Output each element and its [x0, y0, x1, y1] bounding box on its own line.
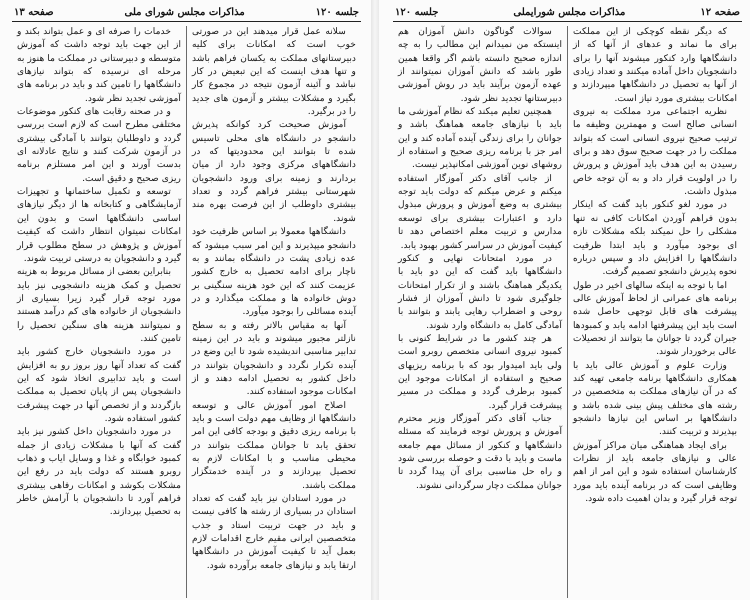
right-page-columns: [393, 25, 742, 599]
right-header-page-number: صفحه ۱۲: [700, 7, 740, 18]
paragraph: در مورد دانشجویان داخل کشور نیز باید گفت که آنها با مشکلات زیادی از جمله کمبود خوابگاه و غذا و وسایل ایاب و ذهاب روبرو هستند که دولت باید در رفع این مشکلات بکوشد و امکانات رفاهی بیشتری فراهم آورد تا دانشجویان با آرامش خاطر به تحصیل بپردازند.: [17, 426, 181, 518]
paragraph: وزارت علوم و آموزش عالی باید با همکاری دانشگاهها برنامه جامعی تهیه کند که در آن نیازهای مملکت به متخصصین در رشته های مختلف پیش بینی شده باشد و دانشگاهها بر اساس این نیازها دانشجو بپذیرند و تربیت کنند.: [573, 359, 737, 438]
right-header-title: مذاکرات مجلس شورایملی: [513, 7, 626, 18]
paragraph: خدمات را صرفه ای و عمل بتواند بکند و از این جهت باید توجه داشت که آموزش متوسطه و دبیرستانی در مملکت ما هنوز به مرحله ای نرسیده که بتواند نیازهای دانشگاهها را تامین کند و باید در برنامه های آموزشی تجدید نظر شود.: [17, 26, 181, 104]
column-divider: [186, 26, 187, 598]
paragraph: سوالات گوناگون دانش آموزان هم اینستکه من نمیدانم این مطالب را به چه اندازه صحیح دانسته باشم اگر واقعا همین طور باشد که دانش آموزان نمیتوانند از عهده آزمون برآیند باید در روش آموزشی دبیرستانها تجدید نظر شود.: [398, 26, 562, 104]
paragraph: آنها به مقیاس بالاتر رفته و به سطح نازلتر مجبور میشوند و باید در این زمینه تدابیر مناسبی اندیشیده شود تا این وضع در آینده تکرار نگردد و دانشجویان بتوانند در داخل کشور به تحصیل ادامه دهند و از امکانات موجود استفاده کنند.: [192, 319, 356, 398]
left-page-column-left: [12, 25, 186, 599]
left-header-session: جلسه ۱۲۰: [315, 7, 359, 18]
left-page: [0, 0, 371, 600]
paragraph: اما با توجه به اینکه سالهای اخیر در طول برنامه های عمرانی از لحاظ آموزش عالی پیشرفت های قابل توجهی حاصل شده است باید این پیشرفتها ادامه یابد و کمبودها جبران گردد تا جوانان ما بتوانند از تحصیلات عالی برخوردار شوند.: [573, 279, 737, 358]
paragraph: در مورد امتحانات نهایی و کنکور دانشگاهها باید گفت که این دو باید با یکدیگر هماهنگ باشند و از تکرار امتحانات جلوگیری شود تا دانش آموزان از فشار روحی و اضطراب رهایی یابند و بتوانند با آمادگی کامل به دانشگاه وارد شوند.: [398, 252, 562, 331]
paragraph: در مورد دانشجویان خارج کشور باید گفت که تعداد آنها روز بروز رو به افزایش است و باید تدابیری اتخاذ شود که این دانشجویان پس از پایان تحصیل به مملکت بازگردند و از تخصص آنها در جهت پیشرفت کشور استفاده شود.: [17, 346, 181, 424]
paragraph: اصلاح امور آموزش عالی و توسعه دانشگاهها از وظایف مهم دولت است و باید با برنامه ریزی دقیق و بودجه کافی این امر تحقق یابد تا جوانان مملکت بتوانند در محیطی مناسب و با امکانات لازم به تحصیل بپردازند و در آینده خدمتگزار مملکت باشند.: [192, 399, 356, 491]
left-header-page-number: صفحه ۱۳: [14, 7, 54, 18]
page-gutter: [371, 0, 379, 600]
right-header-session: جلسه ۱۲۰: [395, 7, 439, 18]
left-page-columns: [12, 25, 361, 599]
paragraph: آموزش صحیحت کرد کوانکه پذیرش دانشجو در دانشگاه های محلی تاسیس شده تا بتوانند این محدودیتها که در دانشگاههای مرکزی وجود دارد از میان بردارند و زمینه برای ورود دانشجویان شهرستانی بیشتر فراهم گردد و تعداد بیشتری داوطلب از این فرصت بهره مند شوند.: [192, 119, 356, 224]
left-page-header: [12, 6, 361, 22]
paragraph: که دیگر نقطه کوچکی از این مملکت برای ما نماند و عدهای از آنها که از دانشگاهها وارد کنکور میشوند آنها را برای دانشجویان داخل آماده میکنند و تعداد زیادی از آنها به تحصیل در دانشگاهها میپردازند و امکانات بیشتری مورد نیاز است.: [573, 26, 737, 104]
paragraph: جناب آقای دکتر آموزگار وزیر محترم آموزش و پرورش توجه فرمایند که مسئله دانشگاهها و کنکور از مسائل مهم جامعه ماست و باید با دقت و حوصله بررسی شود و راه حل مناسبی برای آن پیدا گردد تا جوانان مملکت دچار سرگردانی نشوند.: [398, 412, 562, 491]
paragraph: بنابراین بعضی از مسائل مربوط به هزینه تحصیل و کمک هزینه دانشجویی نیز باید مورد توجه قرار گیرد زیرا بسیاری از دانشجویان از خانواده های کم درآمد هستند و نمیتوانند هزینه های سنگین تحصیل را تامین کنند.: [17, 266, 181, 344]
paragraph: توسعه و تکمیل ساختمانها و تجهیزات آزمایشگاهی و کتابخانه ها از دیگر نیازهای اساسی دانشگاهها است و بدون این امکانات نمیتوان انتظار داشت که کیفیت آموزش و پژوهش در سطح مطلوب قرار گیرد و دانشجویان به درستی تربیت شوند.: [17, 186, 181, 264]
left-header-title: مذاکرات مجلس شورای ملی: [124, 7, 245, 18]
left-page-column-right: [187, 25, 361, 599]
right-page-header: [393, 6, 742, 22]
paragraph: در مورد لغو کنکور باید گفت که اینکار بدون فراهم آوردن امکانات کافی نه تنها مشکلی را حل نمیکند بلکه مشکلات تازه ای بوجود میآورد و باید ابتدا ظرفیت دانشگاهها را افزایش داد و سپس درباره نحوه پذیرش دانشجو تصمیم گرفت.: [573, 199, 737, 278]
paragraph: نظریه اجتماعی مرد مملکت به نیروی انسانی صالح است و مهمترین وظیفه ما ترتیب صحیح نیروی انسانی است که بتواند مملکت را در جهت صحیح سوق دهد و برای رسیدن به این هدف باید آموزش و پرورش را در اولویت قرار داد و به آن توجه خاص مبذول داشت.: [573, 106, 737, 198]
paragraph: برای ایجاد هماهنگی میان مراکز آموزش عالی و نیازهای جامعه باید از نظرات کارشناسان استفاده شود و این امر از اهم وظایفی است که در برنامه آینده باید مورد توجه قرار گیرد و بدان اهمیت داده شود.: [573, 439, 737, 505]
paragraph: هر چند کشور ما در شرایط کنونی با کمبود نیروی انسانی متخصص روبرو است ولی باید امیدوار بود که با برنامه ریزیهای صحیح و استفاده از امکانات موجود این کمبود برطرف گردد و مملکت در مسیر پیشرفت قرار گیرد.: [398, 332, 562, 411]
paragraph: در مورد استادان نیز باید گفت که تعداد استادان در بسیاری از رشته ها کافی نیست و باید در جهت تربیت استاد و جذب متخصصین ایرانی مقیم خارج اقدامات لازم بعمل آید تا کیفیت آموزش در دانشگاهها ارتقا یابد و نیازهای جامعه برآورده شود.: [192, 493, 356, 571]
column-divider: [567, 26, 568, 598]
paragraph: دانشگاهها معمولا بر اساس ظرفیت خود دانشجو میپذیرند و این امر سبب میشود که عده زیادی پشت در دانشگاه بمانند و به ناچار برای ادامه تحصیل به خارج کشور عزیمت کنند که این خود هزینه سنگینی بر دوش خانواده ها و مملکت میگذارد و در آینده مسائلی را بوجود میآورد.: [192, 226, 356, 318]
paragraph: سلانه عمل قرار میدهند این در صورتی خوب است که امکانات برای کلیه دبیرستانهای مملکت به یکسان فراهم باشد و تنها هدف اینست که این تبعیض در کار نباشد و آئینه آزمون نتیجه در مجموع کار بگیرد و مشکلات بیشتر و آزمون های جدید را در برگیرد.: [192, 26, 356, 118]
right-page: [379, 0, 750, 600]
right-page-column-left: [393, 25, 567, 599]
right-page-column-right: [568, 25, 742, 599]
paragraph: از جانب آقای دکتر آموزگار استفاده میکنم و عرض میکنم که دولت باید توجه بیشتری به وضع آموزش و پرورش مبذول دارد و اعتبارات بیشتری برای توسعه مدارس و تربیت معلم اختصاص دهد تا کیفیت آموزش در سراسر کشور بهبود یابد.: [398, 172, 562, 251]
paragraph: و در صحنه رقابت های کنکور موضوعات مختلفی مطرح است که لازم است بررسی گردد و داوطلبان بتوانند با آمادگی بیشتری در آزمون شرکت کنند و نتایج عادلانه ای بدست آورند و این امر مستلزم برنامه ریزی صحیح و دقیق است.: [17, 106, 181, 184]
paragraph: همچنین تعلیم میکند که نظام آموزشی ما باید با نیازهای جامعه هماهنگ باشد و جوانان را برای زندگی آینده آماده کند و این امر جز با برنامه ریزی صحیح و استفاده از روشهای نوین آموزشی امکانپذیر نیست.: [398, 106, 562, 171]
